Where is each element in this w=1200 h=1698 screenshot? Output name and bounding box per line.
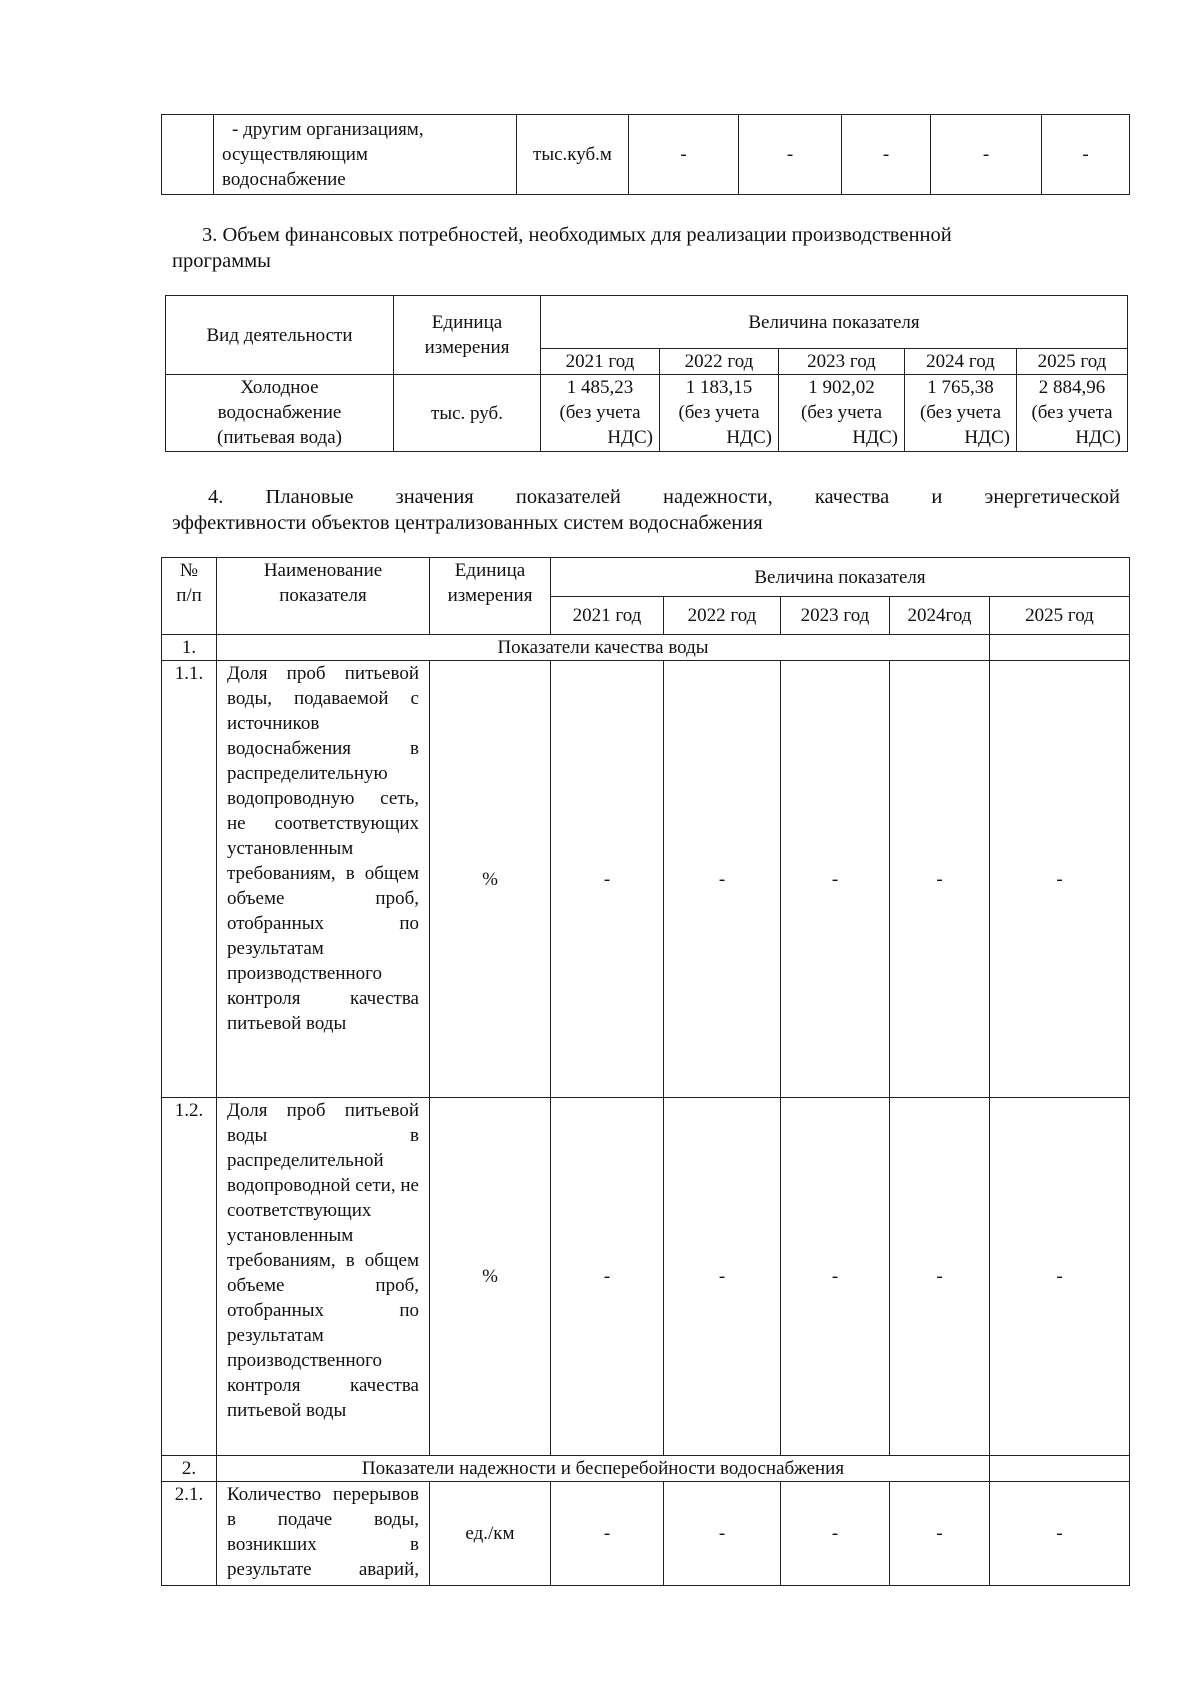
section-4-heading-line: 4. Плановые значения показателей надежности, качества и энергетической [208,486,1120,508]
header-unit-line: Единица [454,560,526,581]
row-value-line: НДС) [1075,427,1122,448]
table-group-row [162,1456,1130,1482]
row-value: - [551,1098,664,1456]
header-number [162,558,217,635]
row-indicator-name: Количество перерывов в подаче воды, возникших в результате аварий, [217,1482,430,1586]
table-cell-empty [990,635,1130,661]
row-value: - [931,115,1042,195]
header-activity: Вид деятельности [166,296,394,375]
table-row [162,1098,1130,1456]
header-unit-line: измерения [447,585,533,606]
row-value: - [551,661,664,1098]
row-indicator-name: Доля проб питьевой воды в распределительной водопроводной сети, не соответствующих установленным требованиям, в общем объеме проб, отобранных по результатам производственного контроля качества питьевой воды [217,1098,430,1456]
row-value [541,375,660,452]
header-year: 2023 год [781,597,890,635]
header-year: 2022 год [660,349,779,375]
row-indicator-name: Доля проб питьевой воды, подаваемой с источников водоснабжения в распределительную водопроводную сеть, не соответствующих установленным требованиям, в общем объеме проб, отобранных по результатам производственного контроля качества питьевой воды [217,661,430,1098]
row-value: - [990,1482,1130,1586]
row-value-line: (без учета [919,402,1002,423]
row-value: - [842,115,931,195]
table-cell-empty [162,115,214,195]
table-cell-empty [990,1456,1130,1482]
header-indicator-name [217,558,430,635]
row-value: - [664,1482,781,1586]
row-value-line: (без учета [800,402,883,423]
header-value: Величина показателя [541,296,1128,349]
header-unit [394,296,541,375]
section-4-heading [172,484,1120,536]
header-indicator-name-line: показателя [279,585,367,606]
row-activity-line: Холодное [240,377,319,398]
row-value [1017,375,1128,452]
header-year: 2023 год [779,349,905,375]
row-unit: тыс.куб.м [517,115,629,195]
row-value: - [629,115,739,195]
row-unit: тыс. руб. [394,375,541,452]
row-number: 1.2. [162,1098,217,1456]
header-year: 2022 год [664,597,781,635]
table-header-row [162,558,1130,597]
header-year: 2025 год [990,597,1130,635]
row-value [905,375,1017,452]
row-value: - [890,1098,990,1456]
header-unit-line: измерения [424,337,510,358]
table-row [162,115,1130,195]
header-number-line: № [179,560,199,581]
row-value: - [664,661,781,1098]
table-group-row [162,635,1130,661]
row-name [214,115,517,195]
row-number: 1.1. [162,661,217,1098]
row-value-line: НДС) [607,427,653,448]
header-year: 2024год [890,597,990,635]
header-unit [430,558,551,635]
row-value-line: 1 765,38 [927,377,994,398]
row-unit: % [430,661,551,1098]
row-value: - [781,661,890,1098]
section-3-heading [172,222,1132,274]
row-value [779,375,905,452]
row-unit: % [430,1098,551,1456]
section-4-heading-line: эффективности объектов централизованных систем водоснабжения [172,512,763,534]
group-title: Показатели качества воды [217,635,990,661]
row-value-line: НДС) [964,427,1010,448]
row-activity-line: водоснабжение [217,402,342,423]
table-financial-needs [165,295,1128,452]
row-value: - [990,661,1130,1098]
row-value-line: 1 183,15 [685,377,753,398]
table-header-row [166,296,1128,349]
row-unit: ед./км [430,1482,551,1586]
row-value: - [664,1098,781,1456]
row-activity [166,375,394,452]
header-year: 2025 год [1017,349,1128,375]
group-title: Показатели надежности и бесперебойности водоснабжения [217,1456,990,1482]
row-value: - [890,1482,990,1586]
group-number: 2. [162,1456,217,1482]
row-name-line: - другим организациям, [232,119,424,140]
row-value: - [739,115,842,195]
row-name-line: осуществляющим [222,144,368,165]
row-value: - [890,661,990,1098]
header-unit-line: Единица [431,312,503,333]
section-3-heading-line: 3. Объем финансовых потребностей, необходимых для реализации производственной [202,224,952,246]
row-value [660,375,779,452]
table-row [166,375,1128,452]
header-year: 2021 год [551,597,664,635]
row-value-line: 1 902,02 [808,377,875,398]
table-indicators [161,557,1130,1586]
table-row [162,661,1130,1098]
header-number-line: п/п [176,585,202,606]
row-name-line: водоснабжение [222,169,346,190]
row-value-line: (без учета [559,402,641,423]
row-activity-line: (питьевая вода) [217,427,342,448]
header-year: 2024 год [905,349,1017,375]
group-number: 1. [162,635,217,661]
row-value-line: 1 485,23 [566,377,634,398]
row-value: - [551,1482,664,1586]
table-water-supply-continuation [161,114,1130,195]
row-value-line: (без учета [678,402,760,423]
header-value: Величина показателя [551,558,1130,597]
row-number: 2.1. [162,1482,217,1586]
table-row [162,1482,1130,1586]
row-value: - [781,1482,890,1586]
row-value: - [990,1098,1130,1456]
header-indicator-name-line: Наименование [263,560,383,581]
row-value-line: 2 884,96 [1038,377,1106,398]
row-value-line: НДС) [852,427,898,448]
section-3-heading-line: программы [172,250,271,272]
row-value-line: (без учета [1031,402,1113,423]
row-value: - [1042,115,1130,195]
row-value: - [781,1098,890,1456]
row-value-line: НДС) [726,427,772,448]
header-year: 2021 год [541,349,660,375]
